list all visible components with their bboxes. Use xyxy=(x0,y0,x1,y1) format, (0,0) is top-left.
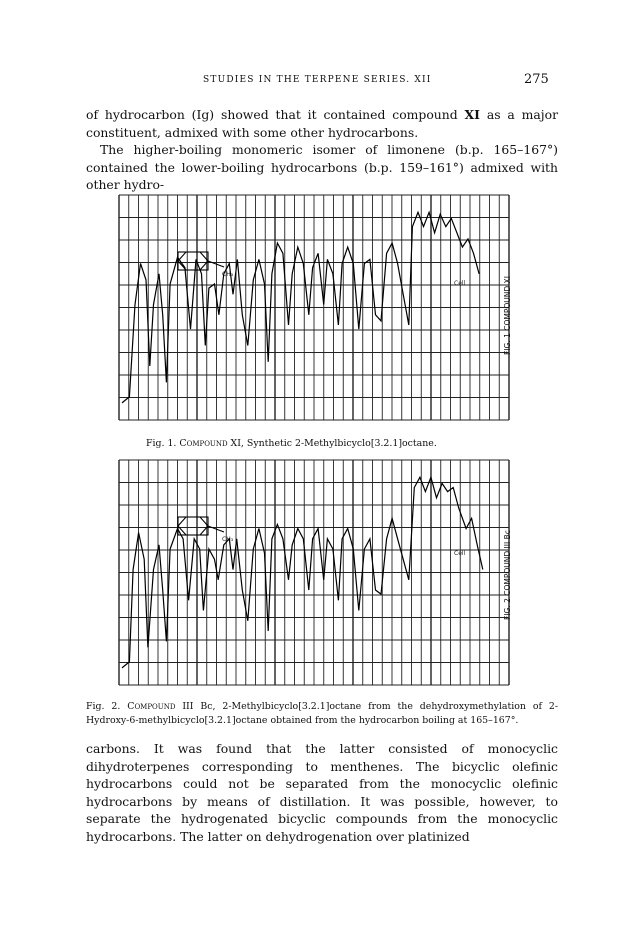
para1-line1-rest: as a major constituent, admixed with some other hydrocarbons. xyxy=(86,107,558,140)
fig2-caption-num: Fig. 2. xyxy=(86,701,121,712)
ir-spectrum-fig2 xyxy=(114,455,524,690)
fig1-side-label: FIG. 1 COMPOUND XI xyxy=(503,276,512,355)
figure1-caption xyxy=(146,437,437,451)
para1-line2: The higher-boiling monomeric isomer of limonene (b.p. 165–167°) contained the lower-boiling hydrocarbons (b.p. 159–161°) admixed with other hydro- xyxy=(86,142,558,192)
ch3-label-fig2: CH₃ xyxy=(222,536,234,543)
fig2-caption-compound: Compound xyxy=(127,701,176,712)
cell-label-fig1: Cell xyxy=(454,280,466,287)
paragraph-bottom: carbons. It was found that the latter consisted of monocyclic dihydroterpenes corresponding to menthenes. The bicyclic olefinic hydrocarbons could not be separated from the monocyclic olefinic hydrocarbons by means of distillation. It was possible, however, to separate the hydrogenated bicyclic compounds from the monocyclic hydrocarbons. The latter on dehydrogenation over platinized xyxy=(86,741,558,844)
page-number: 275 xyxy=(524,72,549,87)
ir-spectrum-fig1 xyxy=(114,190,524,425)
fig1-caption-num: Fig. 1. xyxy=(146,438,177,449)
para1-line1: of hydrocarbon (Ig) showed that it contained compound xyxy=(86,107,465,122)
ch3-label-fig1: CH₃ xyxy=(222,271,234,278)
fig2-caption-text: III Bc, 2-Methylbicyclo[3.2.1]octane from the dehydroxymethylation of 2-Hydroxy-6-methylbicyclo[3.2.1]octane obtained from the hydrocarbon boiling at 165–167°. xyxy=(86,701,559,726)
compound-label: XI xyxy=(464,107,480,122)
cell-label-fig2: Cell xyxy=(454,550,466,557)
running-head: STUDIES IN THE TERPENE SERIES. XII xyxy=(203,75,432,85)
structure-drawing-fig2 xyxy=(178,517,234,543)
fig1-caption-compound: Compound xyxy=(179,438,228,449)
paragraph-top xyxy=(86,106,558,194)
structure-drawing-fig1 xyxy=(178,252,234,278)
fig1-caption-text: XI, Synthetic 2-Methylbicyclo[3.2.1]octane. xyxy=(227,438,437,449)
fig2-side-label: FIG. 2 COMPOUND III Bc xyxy=(503,530,512,620)
figure2-caption xyxy=(86,700,558,727)
